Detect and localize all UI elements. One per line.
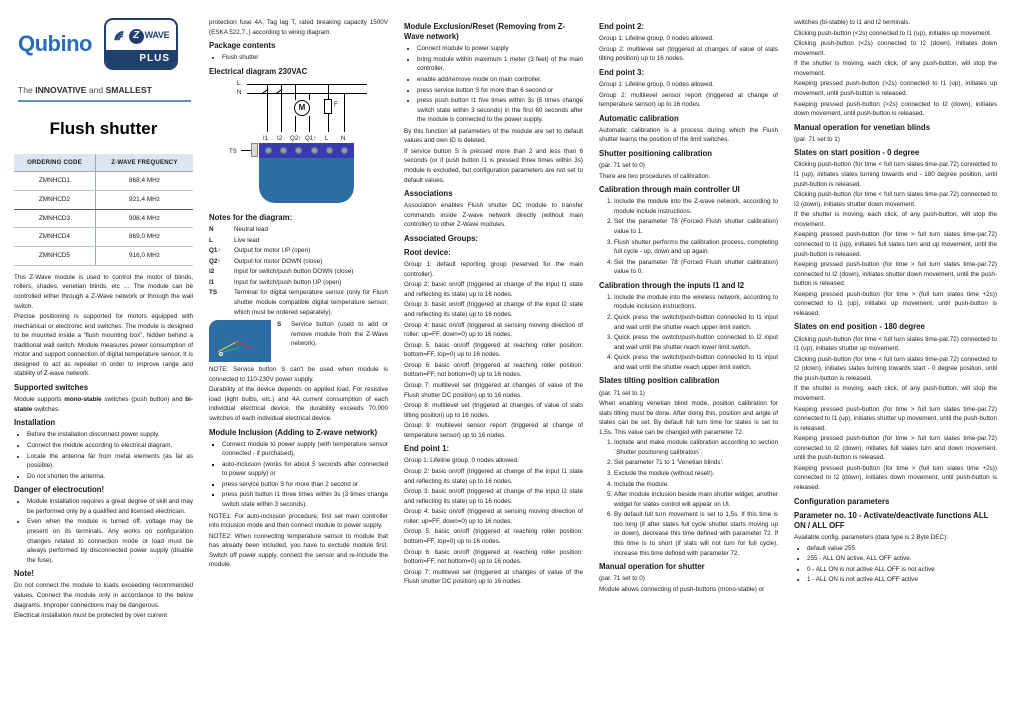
- heading-root-device: Root device:: [404, 248, 451, 258]
- note-value: Input for switch/push button DOWN (close): [234, 268, 354, 276]
- list-item: 3. Flush shutter performs the calibration process, completing full cycle - up, down and up again.: [614, 238, 778, 257]
- heading-module-inclusion: Module Inclusion (Adding to Z-wave network): [209, 427, 378, 437]
- ts-lead: [241, 150, 251, 151]
- diagram-label-L: L: [237, 79, 241, 87]
- motor-lead-left: [295, 116, 296, 132]
- ep1-group: Group 3: basic on/off (triggered at change of the input I2 state and reflecting its state) up to 16 nodes.: [404, 488, 583, 505]
- list-item: 2. Quick press the switch/push-button connected to I1 input and wait until the shutter reach upper limit switch.: [614, 313, 778, 332]
- list-item: • press service button S for more than 6 second or: [417, 86, 583, 96]
- note-value: Live lead: [234, 236, 260, 244]
- exclusion-paragraph-1: By this function all parameters of the module are set to default values and own ID is deleted.: [404, 127, 583, 145]
- slates-calibration-param: (par. 71 set to 1): [599, 389, 645, 397]
- terminal-screw: [341, 147, 348, 154]
- fuse-lead-top: [328, 84, 329, 99]
- list-item: • 0 - ALL ON is not active ALL OFF is not active: [807, 565, 997, 575]
- heading-parameter-10: Parameter no. 10 - Activate/deactivate functions ALL ON / ALL OFF: [794, 510, 989, 530]
- list-item: ▪ auto-inclusion (works for about 5 seconds after connected to power supply) or: [222, 460, 388, 479]
- shutter-calibration-param: (par. 71 set to 0): [599, 162, 645, 169]
- start-paragraph: Keeping pressed push-button (for time > (full turn slates time +2s)) connected to I1 (up), initiates up movement, until push-button is released.: [794, 290, 997, 317]
- list-item: • bring module within maximum 1 meter (3 feet) of the main controller,: [417, 55, 583, 74]
- list-item: 4. Quick press the switch/push-button connected to I1 input and wait until the shutter reach upper limit switch.: [614, 353, 778, 372]
- terminal-screw: [265, 147, 272, 154]
- col-header-ordering-code: ORDERING CODE: [14, 154, 95, 172]
- manual-paragraph: Keeping pressed push-button (>2s) connected to I1 (up), initiates up movement, until push-button is released.: [794, 80, 997, 97]
- root-group: Group 5: basic on/off (triggered at reaching roller position: bottom=FF, top=0) up to 16 nodes.: [404, 341, 583, 359]
- root-group: Group 3: basic on/off (triggered at change of the input I2 state and reflecting its state) up to 16 nodes.: [404, 301, 583, 318]
- list-item: 4. Include the module.: [614, 480, 778, 490]
- list-item: 3. Exclude the module (without reset!).: [614, 469, 778, 479]
- note-text: Do not connect the module to loads exceeding recommended values. Connect the module only in accordance to the below diagrams. Improper connections may be dangerous.: [14, 582, 193, 609]
- column-5: [786, 18, 1005, 721]
- tagline-smallest: SMALLEST: [105, 85, 152, 95]
- column-3: [396, 18, 591, 721]
- list-item: ▪ press service button S for more than 2 second or: [222, 480, 388, 490]
- list-item: • Connect module to power supply: [417, 44, 583, 54]
- terminal-label-l: L: [325, 134, 329, 142]
- manual-paragraph: Keeping pressed push-button (>2s) connected to I2 (down), initiates down movement, until push-button is released.: [794, 100, 997, 118]
- list-item: • Module installation requires a great degree of skill and may be performed only by a qualified and licensed electrician.: [27, 497, 193, 516]
- inclusion-note1: NOTE1: For auto-inclusion procedure, first set main controller into inclusion mode and then connect module to power supply.: [209, 512, 388, 530]
- note-row: [209, 236, 388, 246]
- terminal-label-q1: Q1↑: [305, 134, 317, 142]
- note-key: N: [209, 226, 214, 234]
- end-paragraph: Clicking push-button (for time < full turn slates time-par.72) connected to I1 (up), initiates shutter up movement.: [794, 335, 997, 353]
- zwave-wordmark: [129, 29, 170, 44]
- drop-q2: [295, 84, 296, 100]
- list-item: 3. Quick press the switch/push-button connected to I2 input and wait until the shutter reach lower limit switch.: [614, 333, 778, 352]
- list-item: 5. After module inclusion beside main shutter widget, another widget for slates control will appear on UI.: [614, 490, 778, 509]
- column-1: [6, 18, 201, 721]
- note-key: L: [209, 236, 213, 244]
- list-item: ▪ Connect module to power supply (with temperature sensor connected - if purchased),: [222, 440, 388, 459]
- column-4: [591, 18, 786, 721]
- heading-associations: Associations: [404, 189, 453, 199]
- heading-slates-end-position: Slates on end position - 180 degree: [794, 322, 925, 332]
- heading-package-contents: Package contents: [209, 41, 276, 51]
- brand-header: [14, 18, 193, 70]
- list-item: 2. Set the parameter 78 (Forced Flush shutter calibration) value to 1.: [614, 217, 778, 236]
- ordering-code-table: [14, 154, 193, 266]
- wave-text: WAVE: [144, 30, 170, 41]
- list-item: 1. Include the module into the wireless network, according to module inclusion instructions.: [614, 293, 778, 312]
- drop-i1: [267, 84, 268, 132]
- root-group: Group 1: default reporting group (reserved for the main controller).: [404, 261, 583, 278]
- list-item: 6. By default full turn movement is set to 1,5s. If this time is too long (if after slates full cycle shutter starts moving up or down), decrease this time defined with parameter 72. If this time is to short (if slats will not turn for full cycle), increase this time defined with parameter 72.: [614, 510, 778, 558]
- list-item: • 1 - ALL ON is not active ALL OFF active: [807, 575, 997, 585]
- heading-shutter-positioning-calibration: Shutter positioning calibration: [599, 148, 713, 158]
- root-group: Group 4: basic on/off (triggered at sensing moving direction of roller: up=FF, down=0) up to 16 nodes.: [404, 321, 583, 339]
- motor-lead-right: [309, 116, 310, 132]
- heading-module-exclusion: Module Exclusion/Reset (Removing from Z-Wave network): [404, 22, 566, 42]
- parameter-10-list: [794, 544, 997, 585]
- cell-code: ZMNHCD1: [14, 172, 95, 191]
- start-paragraph: Keeping pressed push-button (for time > full turn slates time-par.72) connected to I1 (up), initiates full slates turn and up movement, until the push-button is released.: [794, 231, 997, 258]
- heading-end-point-1: End point 1:: [404, 444, 450, 454]
- note-key: I1: [209, 278, 215, 286]
- qubino-logo: Qubino: [18, 31, 92, 57]
- heading-end-point-2: End point 2:: [599, 22, 645, 31]
- column-2: [201, 18, 396, 721]
- note-row: [209, 278, 388, 288]
- exclusion-paragraph-2: If service button S is pressed more than 2 and less than 6 seconds (or if push button I1 is pressed three times within 3s) module is excluded, but configuration parameters are not set to default values.: [404, 147, 583, 184]
- table-row: [14, 172, 193, 191]
- drop-q1: [309, 93, 310, 100]
- plus-text: PLUS: [106, 50, 176, 68]
- brand-divider: [18, 100, 191, 102]
- note-value: Input for switch/push button UP (open): [234, 278, 342, 286]
- heading-slates-tilting-calibration: Slates tilting position calibration: [599, 376, 720, 386]
- table-header-row: [14, 154, 193, 172]
- service-description: Service button (used to add or remove module from the Z-Wave network).: [291, 321, 388, 348]
- fuse-continuation: protection fuse 4A, Tag lag T, rated breaking capacity 1500V (ESKA 522.7..) according to wiring diagram.: [209, 19, 388, 36]
- inclusion-list: [209, 440, 388, 510]
- heading-calibration-inputs: Calibration through the inputs I1 and I2: [599, 280, 745, 290]
- terminal-strip: [259, 143, 354, 158]
- heading-configuration-parameters: Configuration parameters: [794, 496, 890, 506]
- start-paragraph: Keeping pressed push-button (for time > full turn slates time-par.72) connected to I2 (down), initiates shutter down movement, until the push-button is released.: [794, 261, 997, 288]
- list-item: 4. Set the parameter 78 (Forced Flush shutter calibration) value to 0.: [614, 258, 778, 277]
- cell-code: ZMNHCD3: [14, 209, 95, 228]
- module-photo: [209, 320, 271, 362]
- heading-supported-switches: Supported switches: [14, 383, 89, 392]
- list-item: ▪ press push button I1 three times within 3s (3 times change switch state within 3 seconds).: [222, 490, 388, 509]
- heading-electrical-diagram: Electrical diagram 230VAC: [209, 66, 308, 76]
- table-row: [14, 209, 193, 228]
- list-item: • Even when the module is turned off, voltage may be present on its terminals. Any works on configuration changes related to connection mode or load must be always performed by disconnected power supply (disable the fuse).: [27, 517, 193, 565]
- diagram-label-N: N: [237, 88, 242, 96]
- terminal-label-q2: Q2↑: [290, 134, 302, 142]
- sw-mono: mono-stable: [64, 396, 102, 404]
- slates-calibration-text: When enabling venetian blind mode, position calibration for slats titling must be done. After doing this, position and angle of slates can be set. By default full turn time for slates is set to 1,5s. This value can be changed with parameter 72.: [599, 400, 778, 436]
- slates-calibration-list: [599, 438, 778, 558]
- fuse-lead-bottom: [328, 114, 329, 132]
- start-paragraph: If the shutter is moving, each click, of any push-button, will stop the movement.: [794, 211, 997, 228]
- page-title: Flush shutter: [49, 119, 158, 139]
- root-group: Group 7: multilevel set (triggered at changes of value of the Flush shutter DC position) up to 16 nodes.: [404, 381, 583, 399]
- manual-operation-param: (par. 71 set to 0): [599, 575, 645, 583]
- cell-code: ZMNHCD5: [14, 247, 95, 266]
- automatic-calibration-text: Automatic calibration is a process during which the Flush shutter learns the position of the limit switches.: [599, 126, 778, 144]
- ep3-group: Group 1: Lifeline group, 0 nodes allowed.: [599, 80, 714, 88]
- cell-freq: 869,0 MHz: [95, 228, 193, 247]
- intro-paragraph-1: This Z-Wave module is used to control the motor of blinds, rollers, shades, venetian blinds, etc … The module can be controlled either through a Z-Wave network or through the wall switch.: [14, 273, 193, 310]
- z-letter: Z: [129, 29, 144, 44]
- terminal-screw: [326, 147, 333, 154]
- calibration-inputs-list: [599, 293, 778, 373]
- drop-n: [344, 93, 345, 132]
- end-paragraph: Clicking push-button (for time < full turn slates time-par.72) connected to I2 (down), initiates slates turning towards start - 0 degree position, until the push-button is released.: [794, 355, 997, 382]
- note-row: [209, 246, 388, 256]
- list-item: • Locate the antenna far from metal elements (as far as possible).: [27, 452, 193, 471]
- note-row: [209, 267, 388, 277]
- table-row: [14, 190, 193, 209]
- heading-slates-start-position: Slates on start position - 0 degree: [794, 148, 920, 158]
- cell-freq: 868,4 MHz: [95, 172, 193, 191]
- manual-operation-text: Module allows connecting of push-buttons (mono-stable) or: [599, 585, 765, 593]
- list-item: 1. Include the module into the Z-wave network, according to module include instructions.: [614, 197, 778, 216]
- manual-continuation: switches (bi-stable) to I1 and I2 terminals.: [794, 19, 911, 26]
- note-row: [209, 225, 388, 235]
- supported-switches-text: [14, 395, 193, 414]
- list-item: • 255 - ALL ON active, ALL OFF active.: [807, 554, 997, 564]
- terminal-screw: [295, 147, 302, 154]
- bus-line-L: [247, 84, 367, 85]
- cell-freq: 908,4 MHz: [95, 209, 193, 228]
- cell-code: ZMNHCD2: [14, 190, 95, 209]
- shutter-calibration-text: There are two procedures of calibration.: [599, 172, 711, 180]
- intro-paragraph-2: Precise positioning is supported for motors equipped with mechanical or electronic end switches. The module is designed to be mounted inside a “flush mounting box”, hidden behind a traditional wall switch. Module measures power consumption of motor and support connection of digital temperature sensor. It is designed to act as repeater in order to improve range and stability of Z-wave network.: [14, 313, 193, 378]
- note-value: Neutral lead: [234, 226, 268, 234]
- note-row: [209, 288, 388, 317]
- list-item: • default value 255: [807, 544, 997, 554]
- heading-automatic-calibration: Automatic calibration: [599, 113, 679, 123]
- terminal-screw: [311, 147, 318, 154]
- terminal-screw: [280, 147, 287, 154]
- electrical-diagram: [209, 79, 388, 209]
- ep1-group: Group 5: basic on/off (triggered at reaching roller position: bottom=FF, top=0) up to 16 nodes.: [404, 528, 583, 545]
- ep1-group: Group 4: basic on/off (triggered at sensing moving direction of roller: up=FF, down=0) up to 16 nodes.: [404, 508, 583, 525]
- package-contents-list: [209, 53, 388, 63]
- heading-notes-for-diagram: Notes for the diagram:: [209, 212, 293, 222]
- cell-freq: 916,0 MHz: [95, 247, 193, 266]
- sw-bi: bi-stable: [14, 396, 193, 413]
- ep2-group: Group 1: Lifeline group, 0 nodes allowed.: [599, 35, 714, 43]
- heading-associated-groups: Associated Groups:: [404, 233, 479, 243]
- ep2-group: Group 2: multilevel set (triggered at changes of value of slats tilting position) up to 16 nodes.: [599, 45, 778, 63]
- heading-note: Note!: [14, 569, 34, 579]
- sw-mid: switches (push button) and: [101, 396, 186, 404]
- exclusion-list: [404, 44, 583, 125]
- motor-symbol: M: [294, 100, 310, 116]
- manual-venetian-param: (par. 71 set to 1): [794, 135, 840, 143]
- ep1-group: Group 7: multilevel set (triggered at changes of value of the Flush shutter DC position) up to 16 nodes.: [404, 568, 583, 586]
- wifi-wave-icon: [113, 29, 128, 44]
- terminal-label-i2: I2: [277, 134, 283, 142]
- heading-calibration-main-controller: Calibration through main controller UI: [599, 185, 740, 195]
- manual-paragraph: Clicking push-button (<2s) connected to I2 (down), initiates down movement.: [794, 40, 997, 57]
- ep1-group: Group 2: basic on/off (triggered at change of the input I1 state and reflecting its state) up to 16 nodes.: [404, 468, 583, 485]
- list-item: • Before the installation disconnect power supply.: [27, 430, 193, 440]
- tagline: [14, 84, 193, 97]
- note-value: Output for motor UP (open): [234, 247, 311, 255]
- heading-manual-operation-venetian: Manual operation for venetian blinds: [794, 122, 931, 132]
- cell-freq: 921,4 MHz: [95, 190, 193, 209]
- root-group: Group 8: multilevel set (triggered at changes of value of slats tilting position) up to 16 nodes.: [404, 402, 583, 419]
- diagram-notes-list: [209, 225, 388, 317]
- end-paragraph: If the shutter is moving, each click, of any push-button, will stop the movement.: [794, 385, 997, 402]
- installation-list: [14, 430, 193, 481]
- end-paragraph: Keeping pressed push-button (for time > full turn slates time-par.72) connected to I1 (up), initiates shutter up movement, until the push-button is released.: [794, 405, 997, 432]
- note-text-2: Electrical installation must be protected by over current: [14, 612, 167, 620]
- cell-code: ZMNHCD4: [14, 228, 95, 247]
- tagline-innovative: INNOVATIVE: [35, 85, 87, 95]
- root-group: Group 6: basic on/off (triggered at reaching roller position: bottom=FF, not bottom=0) up to 16 nodes.: [404, 361, 583, 379]
- ep1-group: Group 1: Lifeline group, 0 nodes allowed.: [404, 457, 519, 465]
- note-key: Q2↑: [209, 257, 221, 265]
- sw-pre: Module supports: [14, 396, 65, 404]
- zwave-plus-badge: [104, 18, 178, 70]
- heading-installation: Installation: [14, 418, 56, 428]
- associations-text: Association enables Flush shutter DC module to transfer commands inside Z-wave network directly (without main controller) to other Z-Wave modules.: [404, 202, 583, 229]
- note-key: I2: [209, 268, 215, 276]
- note-value: Terminal for digital temperature sensor (only for Flush shutter module compatible digital temperature sensor, which must be ordered separately).: [234, 289, 388, 316]
- note-value: Output for motor DOWN (close): [234, 257, 323, 265]
- note-row: [209, 257, 388, 267]
- start-paragraph: Clicking push-button (for time < full turn slates time-par.72) connected to I2 (down), initiates shutter down movement.: [794, 191, 997, 208]
- manual-paragraph: Clicking push-button (<2s) connected to I1 (up), initiates up movement.: [794, 29, 992, 37]
- ep1-group: Group 6: basic on/off (triggered at reaching roller position: bottom=FF, not bottom=0) up to 16 nodes.: [404, 548, 583, 566]
- inclusion-note2: NOTE2: When connecting temperature sensor to module that has already been included, you have to exclude module first. Switch off power supply, connect the sensor and re-include the module.: [209, 532, 388, 569]
- list-item: • press push button I1 five times within 3s (5 times change switch state within 3 seconds) in the first 60 seconds after the module is connected to the power supply.: [417, 96, 583, 125]
- fuse-symbol: [324, 99, 332, 114]
- ep3-group: Group 2: multilevel sensor report (triggered at change of temperature sensor) up to 16 nodes.: [599, 91, 778, 109]
- sw-post: switches.: [32, 405, 60, 413]
- list-item: • Do not shorten the antenna.: [27, 472, 193, 482]
- list-item: 2. Set parameter 71 to 1 'Venetian blinds'.: [614, 458, 778, 468]
- note-service-button: NOTE: Service button S can't be used when module is connected to 110-230V power supply.: [209, 366, 388, 383]
- service-key: S: [277, 321, 282, 329]
- tagline-pre: The: [18, 85, 36, 95]
- list-item: 1. Include and make module calibration according to section `Shutter positioning calibration`.: [614, 438, 778, 457]
- bus-line-N: [247, 93, 367, 94]
- heading-danger: Danger of electrocution!: [14, 485, 105, 495]
- note-key: Q1↑: [209, 247, 221, 255]
- list-item: • Connect the module according to electrical diagram.: [27, 441, 193, 451]
- tagline-mid: and: [86, 85, 106, 95]
- note-key: TS: [209, 289, 218, 297]
- col-header-frequency: Z-WAVE FREQUENCY: [95, 154, 193, 172]
- heading-manual-operation-shutter: Manual operation for shutter: [599, 562, 705, 572]
- calibration-ui-list: [599, 197, 778, 277]
- list-item: • Flush shutter: [222, 53, 388, 63]
- drop-i2: [281, 84, 282, 132]
- end-paragraph: Keeping pressed push-button (for time > (full turn slates time +2s)) connected to I2 (down), initiates down movement, until push-button is released.: [794, 464, 997, 491]
- table-row: [14, 247, 193, 266]
- service-button-marker: [219, 352, 223, 356]
- danger-list: [14, 497, 193, 565]
- zwave-badge-top: [106, 20, 176, 50]
- service-button-caption: [277, 320, 388, 349]
- ts-connector: [251, 143, 258, 157]
- root-group: Group 9: multilevel sensor report (triggered at change of temperature sensor) up to 16 nodes.: [404, 422, 583, 439]
- start-paragraph: Clicking push-button (for time < full turn slates time-par.72) connected to I1 (up), initiates slates turning towards end - 180 degree position, until push-button is released.: [794, 161, 997, 188]
- root-group: Group 2: basic on/off (triggered at change of the input I1 state and reflecting its state) up to 16 nodes.: [404, 281, 583, 298]
- terminal-label-n: N: [341, 134, 346, 142]
- diagram-label-ts: TS: [229, 147, 237, 155]
- table-row: [14, 228, 193, 247]
- end-paragraph: Keeping pressed push-button (for time > full turn slates time-par.72) connected to I2 (down), initiates full slates turn and down movement, until the push-button is released.: [794, 435, 997, 462]
- terminal-label-i1: I1: [263, 134, 269, 142]
- durability-text: Durability of the device depends on applied load. For resistive load (light bulbs, etc.) and 4A current consumption of each individual electrical device, the durability exceeds 70.000 switches of each individual electrical device.: [209, 386, 388, 422]
- heading-end-point-3: End point 3:: [599, 67, 645, 77]
- service-button-figure: [209, 320, 388, 362]
- diagram-label-F: F: [334, 100, 338, 108]
- parameter-10-text: Available config. parameters (data type is 2 Byte DEC):: [794, 533, 948, 541]
- list-item: • enable add/remove mode on main controller,: [417, 75, 583, 85]
- manual-paragraph: If the shutter is moving, each click, of any push-button, will stop the movement.: [794, 60, 997, 77]
